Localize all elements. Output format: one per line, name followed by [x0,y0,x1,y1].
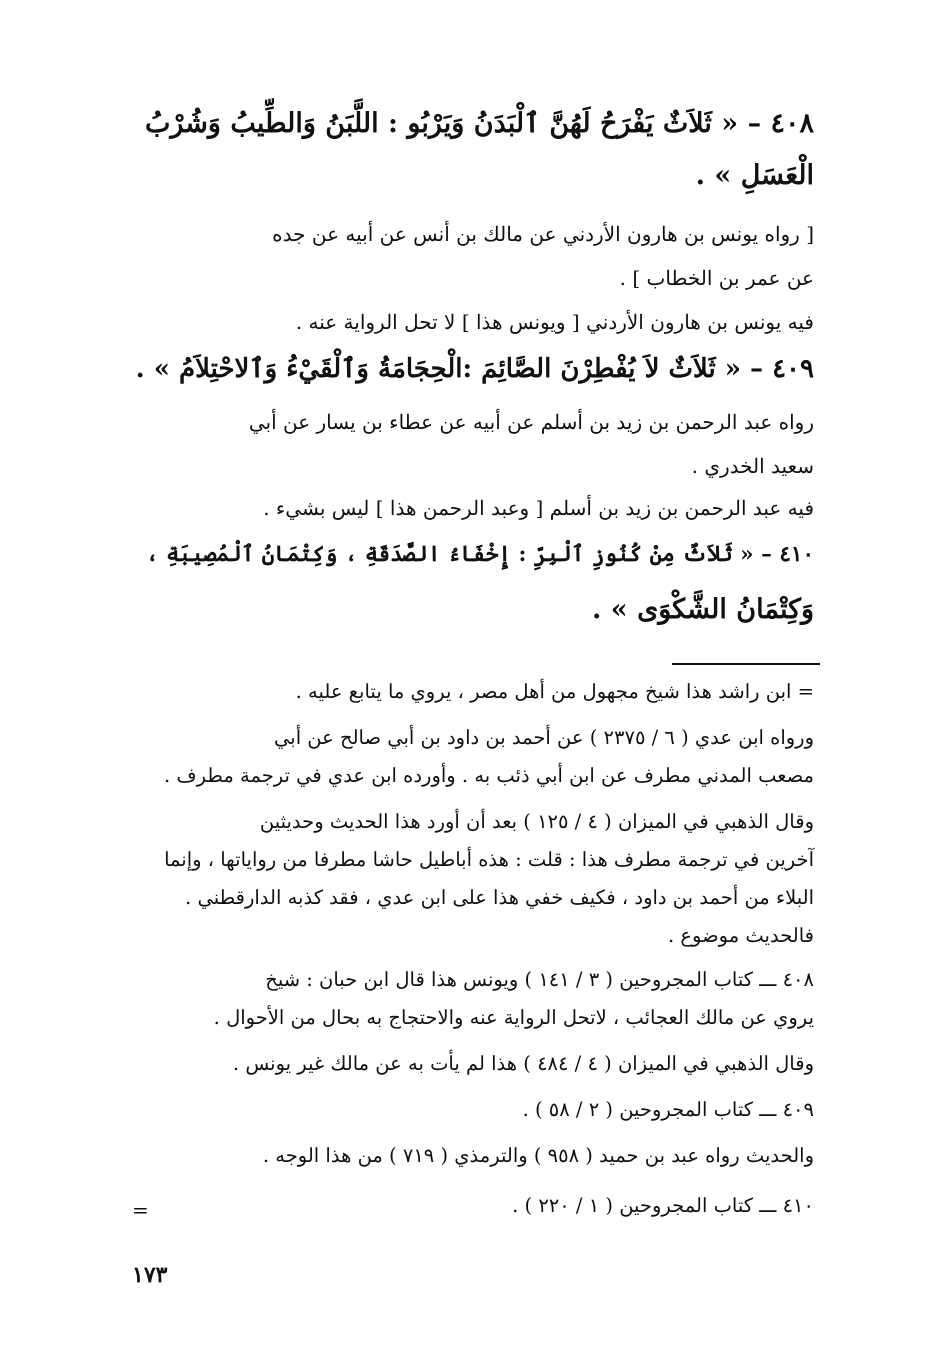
source-408-line-2: عن عمر بن الخطاب ] . [619,266,814,290]
footnote-line-13: ٤١٠ ـــ كتاب المجروحين ( ١ / ٢٢٠ ) . [512,1194,814,1217]
footnote-line-10: وقال الذهبي في الميزان ( ٤ / ٤٨٤ ) هذا لم يأت به عن مالك غير يونس . [232,1052,814,1075]
comment-408: فيه يونس بن هارون الأردني [ ويونس هذا ] لا تحل الرواية عنه . [295,310,814,334]
source-409-line-2: سعيد الخدري . [691,454,814,478]
comment-409: فيه عبد الرحمن بن زيد بن أسلم [ وعبد الرحمن هذا ] ليس بشيء . [263,496,814,520]
hadith-410-line-2: وَكِتْمَانُ الشَّكْوَى » . [592,594,814,625]
footnote-line-8: ٤٠٨ ـــ كتاب المجروحين ( ٣ / ١٤١ ) ويونس هذا قال ابن حبان : شيخ [265,968,814,991]
footnote-line-11: ٤٠٩ ـــ كتاب المجروحين ( ٢ / ٥٨ ) . [522,1098,814,1121]
hadith-410-line-1: ٤١٠ – « ثَلاَثٌ مِنْ كُنُوزِ ٱلْبِرِّ : إِخْفَاءُ الصَّدَقَةِ ، وَكِتْمَانُ ٱلْمُصِيبَةِ ، [146,542,814,567]
page-number: ١٧٣ [132,1262,168,1288]
footnote-line-3: مصعب المدني مطرف عن ابن أبي ذئب به . وأورده ابن عدي في ترجمة مطرف . [163,764,814,787]
footnote-line-12: والحديث رواه عبد بن حميد ( ٩٥٨ ) والترمذي ( ٧١٩ ) من هذا الوجه . [262,1144,814,1167]
continuation-mark: = [132,1198,149,1222]
footnote-line-9: يروي عن مالك العجائب ، لاتحل الرواية عنه والاحتجاج به بحال من الأحوال . [213,1006,814,1029]
source-408-line-1: [ رواه يونس بن هارون الأردني عن مالك بن أنس عن أبيه عن جده [272,222,814,246]
footnote-line-5: آخرين في ترجمة مطرف هذا : قلت : هذه أباطيل حاشا مطرفا من رواياتها ، وإنما [164,848,814,871]
footnote-separator [672,663,820,665]
footnote-line-2: ورواه ابن عدي ( ٦ / ٢٣٧٥ ) عن أحمد بن داود بن أبي صالح عن أبي [274,726,814,749]
hadith-409: ٤٠٩ – « ثَلاَثٌ لاَ يُفْطِرْنَ الصَّائِمَ :الْحِجَامَةُ وَٱلْقَيْءُ وَٱلاحْتِلاَمُ » . [135,354,814,384]
footnote-line-6: البلاء من أحمد بن داود ، فكيف خفي هذا على ابن عدي ، فقد كذبه الدارقطني . [185,886,814,909]
hadith-408-line-2: الْعَسَلِ » . [695,160,814,191]
footnote-line-1: = ابن راشد هذا شيخ مجهول من أهل مصر ، يروي ما يتابع عليه . [295,680,814,703]
footnote-line-7: فالحديث موضوع . [668,924,814,947]
footnote-line-4: وقال الذهبي في الميزان ( ٤ / ١٢٥ ) بعد أن أورد هذا الحديث وحديثين [259,810,814,833]
hadith-408-line-1: ٤٠٨ – « ثَلاَثٌ يَفْرَحُ لَهُنَّ ٱلْبَدَنُ وَيَرْبُو : اللَّبَنُ وَالطِّيبُ وَشُرْبُ [144,108,814,139]
source-409-line-1: رواه عبد الرحمن بن زيد بن أسلم عن أبيه عن عطاء بن يسار عن أبي [248,410,814,434]
